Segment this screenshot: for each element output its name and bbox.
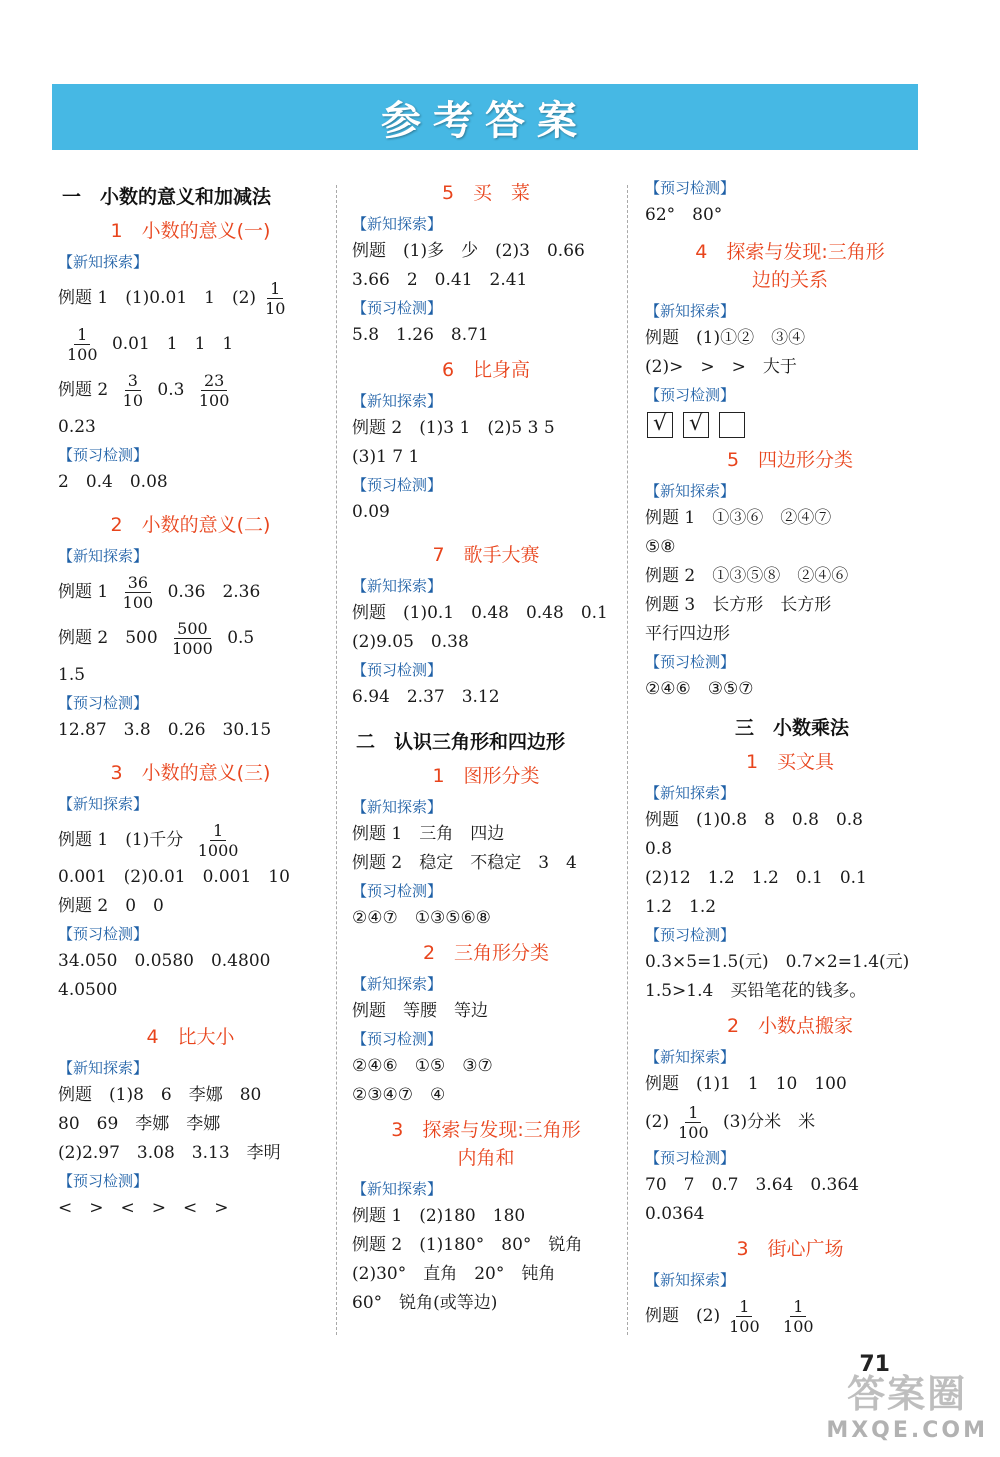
unit-heading: 一 小数的意义和加减法 bbox=[62, 186, 272, 208]
fraction-numerator: 1 bbox=[736, 1297, 752, 1317]
answer-line bbox=[645, 1293, 935, 1339]
answer-line: 5.8 1.26 8.71 bbox=[352, 325, 489, 345]
answer-line bbox=[58, 275, 323, 321]
section-block bbox=[58, 217, 323, 497]
tag-preview-check: 【预习检测】 bbox=[645, 926, 736, 944]
section-block bbox=[645, 446, 935, 704]
section-title: 5 四边形分类 bbox=[726, 449, 854, 471]
section-block bbox=[58, 1023, 323, 1223]
answer-line bbox=[58, 817, 323, 863]
tag-new-explore: 【新知探索】 bbox=[645, 302, 736, 320]
answer-line: ②④⑦ ①③⑤⑥⑧ bbox=[352, 908, 491, 928]
answer-line: 62° 80° bbox=[645, 205, 723, 225]
answer-line: 4.0500 bbox=[58, 980, 118, 1000]
fraction bbox=[726, 1297, 763, 1336]
tag-preview-check: 【预习检测】 bbox=[58, 925, 149, 943]
watermark-text: 答案圈 bbox=[847, 1372, 968, 1416]
answer-line bbox=[58, 569, 323, 615]
fraction-denominator: 100 bbox=[729, 1317, 760, 1336]
column-divider bbox=[627, 185, 628, 1335]
page-number: 71 bbox=[859, 1352, 890, 1377]
tag-new-explore: 【新知探索】 bbox=[645, 784, 736, 802]
answer-line: 例题 2 0 0 bbox=[58, 896, 164, 916]
section-block bbox=[352, 1116, 620, 1318]
answer-line bbox=[58, 321, 323, 367]
tag-preview-check: 【预习检测】 bbox=[352, 661, 443, 679]
tag-new-explore: 【新知探索】 bbox=[58, 253, 149, 271]
answer-line: (2)9.05 0.38 bbox=[352, 632, 469, 652]
answer-column-3 bbox=[645, 175, 935, 1339]
answer-line: 80 69 李娜 李娜 bbox=[58, 1114, 221, 1134]
answer-line: 70 7 0.7 3.64 0.364 bbox=[645, 1175, 860, 1195]
answer-text: 例题 1 bbox=[58, 582, 109, 602]
answer-line: (2)2.97 3.08 3.13 李明 bbox=[58, 1143, 281, 1163]
answer-line: 3.66 2 0.41 2.41 bbox=[352, 270, 528, 290]
fraction bbox=[120, 573, 157, 612]
answer-line: 例题 1 (2)180 180 bbox=[352, 1206, 526, 1226]
fraction-denominator: 10 bbox=[122, 391, 143, 410]
section-block bbox=[645, 1012, 935, 1229]
answer-line: 例题 (1)8 6 李娜 80 bbox=[58, 1085, 262, 1105]
answer-line: 60° 锐角(或等边) bbox=[352, 1293, 498, 1313]
answer-line: 2 0.4 0.08 bbox=[58, 472, 168, 492]
fraction-denominator: 10 bbox=[265, 299, 286, 318]
tag-new-explore: 【新知探索】 bbox=[352, 577, 443, 595]
tag-preview-check: 【预习检测】 bbox=[645, 179, 736, 197]
section-title: 2 三角形分类 bbox=[422, 942, 550, 964]
answer-text: 例题 1 (1)0.01 1 (2) bbox=[58, 288, 257, 308]
banner-title: 参考答案 bbox=[381, 97, 589, 144]
tag-new-explore: 【新知探索】 bbox=[352, 1180, 443, 1198]
answer-line bbox=[645, 1099, 935, 1145]
answer-line: 例题 等腰 等边 bbox=[352, 1001, 488, 1021]
answer-text: 例题 (2) bbox=[645, 1306, 721, 1326]
section-block bbox=[352, 356, 620, 527]
answer-line: 例题 (1)0.8 8 0.8 0.8 bbox=[645, 810, 864, 830]
answer-line: 例题 1 三角 四边 bbox=[352, 824, 505, 844]
tag-preview-check: 【预习检测】 bbox=[58, 694, 149, 712]
section-title: 2 小数的意义(二) bbox=[110, 514, 271, 536]
section-block bbox=[352, 179, 620, 350]
answer-line: 例题 2 稳定 不稳定 3 4 bbox=[352, 853, 577, 873]
answer-banner bbox=[52, 84, 918, 150]
answer-line: 0.001 (2)0.01 0.001 10 bbox=[58, 867, 290, 887]
section-title-continued: 边的关系 bbox=[751, 269, 828, 291]
answer-line: (2)> > > 大于 bbox=[645, 357, 797, 377]
section-block bbox=[645, 175, 935, 230]
answer-text: 0.36 2.36 bbox=[167, 582, 261, 602]
answer-line: 0.0364 bbox=[645, 1204, 705, 1224]
checked-box: √ bbox=[647, 412, 673, 438]
section-title: 3 探索与发现:三角形 bbox=[391, 1119, 581, 1141]
answer-checkboxes bbox=[647, 412, 935, 438]
fraction-denominator: 100 bbox=[783, 1317, 814, 1336]
tag-new-explore: 【新知探索】 bbox=[352, 798, 443, 816]
fraction-numerator: 3 bbox=[125, 371, 141, 391]
watermark-url: MXQE.COM bbox=[826, 1418, 988, 1443]
answer-line: 例题 (1)①② ③④ bbox=[645, 328, 806, 348]
answer-line: (2)12 1.2 1.2 0.1 0.1 bbox=[645, 868, 867, 888]
fraction bbox=[675, 1103, 712, 1142]
fraction-numerator: 1 bbox=[74, 325, 90, 345]
answer-line bbox=[58, 615, 323, 661]
answer-column-2 bbox=[352, 175, 620, 1318]
answer-text: 例题 2 500 bbox=[58, 628, 158, 648]
answer-line: 例题 (1)0.1 0.48 0.48 0.1 bbox=[352, 603, 608, 623]
tag-new-explore: 【新知探索】 bbox=[58, 547, 149, 565]
answer-text: 0.3 bbox=[157, 380, 185, 400]
fraction bbox=[196, 371, 233, 410]
answer-line bbox=[58, 367, 323, 413]
section-block bbox=[645, 748, 935, 1006]
tag-preview-check: 【预习检测】 bbox=[645, 386, 736, 404]
answer-line: 1.5>1.4 买铅笔花的钱多。 bbox=[645, 981, 867, 1001]
tag-preview-check: 【预习检测】 bbox=[645, 653, 736, 671]
answer-line: 例题 2 (1)180° 80° 锐角 bbox=[352, 1235, 583, 1255]
tag-new-explore: 【新知探索】 bbox=[352, 215, 443, 233]
fraction-denominator: 100 bbox=[67, 345, 98, 364]
section-title: 3 小数的意义(三) bbox=[110, 762, 271, 784]
tag-new-explore: 【新知探索】 bbox=[352, 392, 443, 410]
fraction bbox=[169, 619, 216, 658]
fraction-numerator: 500 bbox=[174, 619, 211, 639]
section-title: 7 歌手大赛 bbox=[432, 544, 540, 566]
section-block bbox=[352, 762, 620, 933]
tag-new-explore: 【新知探索】 bbox=[58, 1059, 149, 1077]
answer-line: 例题 3 长方形 长方形 bbox=[645, 595, 832, 615]
section-block bbox=[645, 238, 935, 438]
fraction bbox=[780, 1297, 817, 1336]
fraction bbox=[262, 279, 288, 318]
section-block bbox=[352, 541, 620, 712]
fraction-denominator: 1000 bbox=[197, 841, 239, 860]
answer-line: 34.050 0.0580 0.4800 bbox=[58, 951, 271, 971]
empty-box bbox=[719, 412, 745, 438]
answer-line: ②④⑥ ①⑤ ③⑦ bbox=[352, 1056, 493, 1076]
answer-text: (3)分米 米 bbox=[723, 1112, 816, 1132]
answer-line: (2)30° 直角 20° 钝角 bbox=[352, 1264, 556, 1284]
fraction-denominator: 100 bbox=[678, 1123, 709, 1142]
answer-text: 0.01 1 1 1 bbox=[111, 334, 234, 354]
fraction-numerator: 1 bbox=[685, 1103, 701, 1123]
answer-text: 例题 1 (1)千分 bbox=[58, 830, 184, 850]
section-block bbox=[58, 511, 323, 745]
answer-line: (3)1 7 1 bbox=[352, 447, 420, 467]
answer-line: 例题 (1)多 少 (2)3 0.66 bbox=[352, 241, 585, 261]
answer-line: 0.09 bbox=[352, 502, 390, 522]
unit-heading: 二 认识三角形和四边形 bbox=[356, 731, 566, 753]
section-block bbox=[58, 759, 323, 1005]
section-title-continued: 内角和 bbox=[457, 1147, 515, 1169]
tag-new-explore: 【新知探索】 bbox=[645, 1271, 736, 1289]
section-title: 4 比大小 bbox=[146, 1026, 235, 1048]
answer-text: 例题 2 bbox=[58, 380, 109, 400]
section-title: 6 比身高 bbox=[441, 359, 531, 381]
tag-preview-check: 【预习检测】 bbox=[352, 1030, 443, 1048]
watermark-logo bbox=[826, 1363, 988, 1443]
fraction-numerator: 1 bbox=[210, 821, 226, 841]
section-title: 1 图形分类 bbox=[432, 765, 540, 787]
section-title: 3 街心广场 bbox=[736, 1238, 844, 1260]
tag-new-explore: 【新知探索】 bbox=[645, 482, 736, 500]
answer-line: 例题 2 ①③⑤⑧ ②④⑥ bbox=[645, 566, 849, 586]
answer-line: 例题 1 ①③⑥ ②④⑦ bbox=[645, 508, 832, 528]
tag-preview-check: 【预习检测】 bbox=[352, 299, 443, 317]
answer-line: 12.87 3.8 0.26 30.15 bbox=[58, 720, 272, 740]
answer-line: ②④⑥ ③⑤⑦ bbox=[645, 679, 754, 699]
answer-line: 1.5 bbox=[58, 665, 86, 685]
tag-new-explore: 【新知探索】 bbox=[645, 1048, 736, 1066]
fraction bbox=[120, 371, 146, 410]
column-divider bbox=[336, 185, 337, 1335]
answer-column-1 bbox=[58, 175, 323, 1223]
answer-line: 例题 (1)1 1 10 100 bbox=[645, 1074, 847, 1094]
tag-preview-check: 【预习检测】 bbox=[58, 1172, 149, 1190]
section-title: 1 小数的意义(一) bbox=[110, 220, 271, 242]
section-title: 4 探索与发现:三角形 bbox=[695, 241, 885, 263]
answer-line: 0.8 bbox=[645, 839, 673, 859]
fraction-numerator: 23 bbox=[201, 371, 227, 391]
tag-preview-check: 【预习检测】 bbox=[58, 446, 149, 464]
section-title: 5 买 菜 bbox=[441, 182, 531, 204]
answer-text: (2) bbox=[645, 1112, 670, 1132]
answer-text: 0.5 bbox=[227, 628, 255, 648]
section-title: 2 小数点搬家 bbox=[726, 1015, 854, 1037]
answer-line: < > < > < > bbox=[58, 1198, 229, 1218]
tag-preview-check: 【预习检测】 bbox=[645, 1149, 736, 1167]
answer-line: 0.3×5=1.5(元) 0.7×2=1.4(元) bbox=[645, 952, 910, 972]
answer-line: 平行四边形 bbox=[645, 624, 730, 644]
answer-line: ②③④⑦ ④ bbox=[352, 1085, 446, 1105]
fraction-denominator: 1000 bbox=[172, 639, 213, 658]
section-block bbox=[352, 939, 620, 1110]
answer-line: 6.94 2.37 3.12 bbox=[352, 687, 500, 707]
fraction-denominator: 100 bbox=[122, 593, 154, 612]
answer-line: 例题 2 (1)3 1 (2)5 3 5 bbox=[352, 418, 555, 438]
unit-heading: 三 小数乘法 bbox=[734, 717, 849, 739]
fraction-numerator: 1 bbox=[267, 279, 283, 299]
answer-line: ⑤⑧ bbox=[645, 537, 676, 557]
fraction-numerator: 1 bbox=[790, 1297, 806, 1317]
answer-line: 1.2 1.2 bbox=[645, 897, 717, 917]
tag-new-explore: 【新知探索】 bbox=[58, 795, 149, 813]
answer-line: 0.23 bbox=[58, 417, 96, 437]
section-block bbox=[645, 1235, 935, 1339]
fraction-denominator: 100 bbox=[198, 391, 230, 410]
fraction bbox=[64, 325, 101, 364]
tag-preview-check: 【预习检测】 bbox=[352, 476, 443, 494]
tag-new-explore: 【新知探索】 bbox=[352, 975, 443, 993]
checked-box: √ bbox=[683, 412, 709, 438]
fraction-numerator: 36 bbox=[125, 573, 151, 593]
fraction bbox=[195, 821, 242, 860]
section-title: 1 买文具 bbox=[745, 751, 835, 773]
tag-preview-check: 【预习检测】 bbox=[352, 882, 443, 900]
